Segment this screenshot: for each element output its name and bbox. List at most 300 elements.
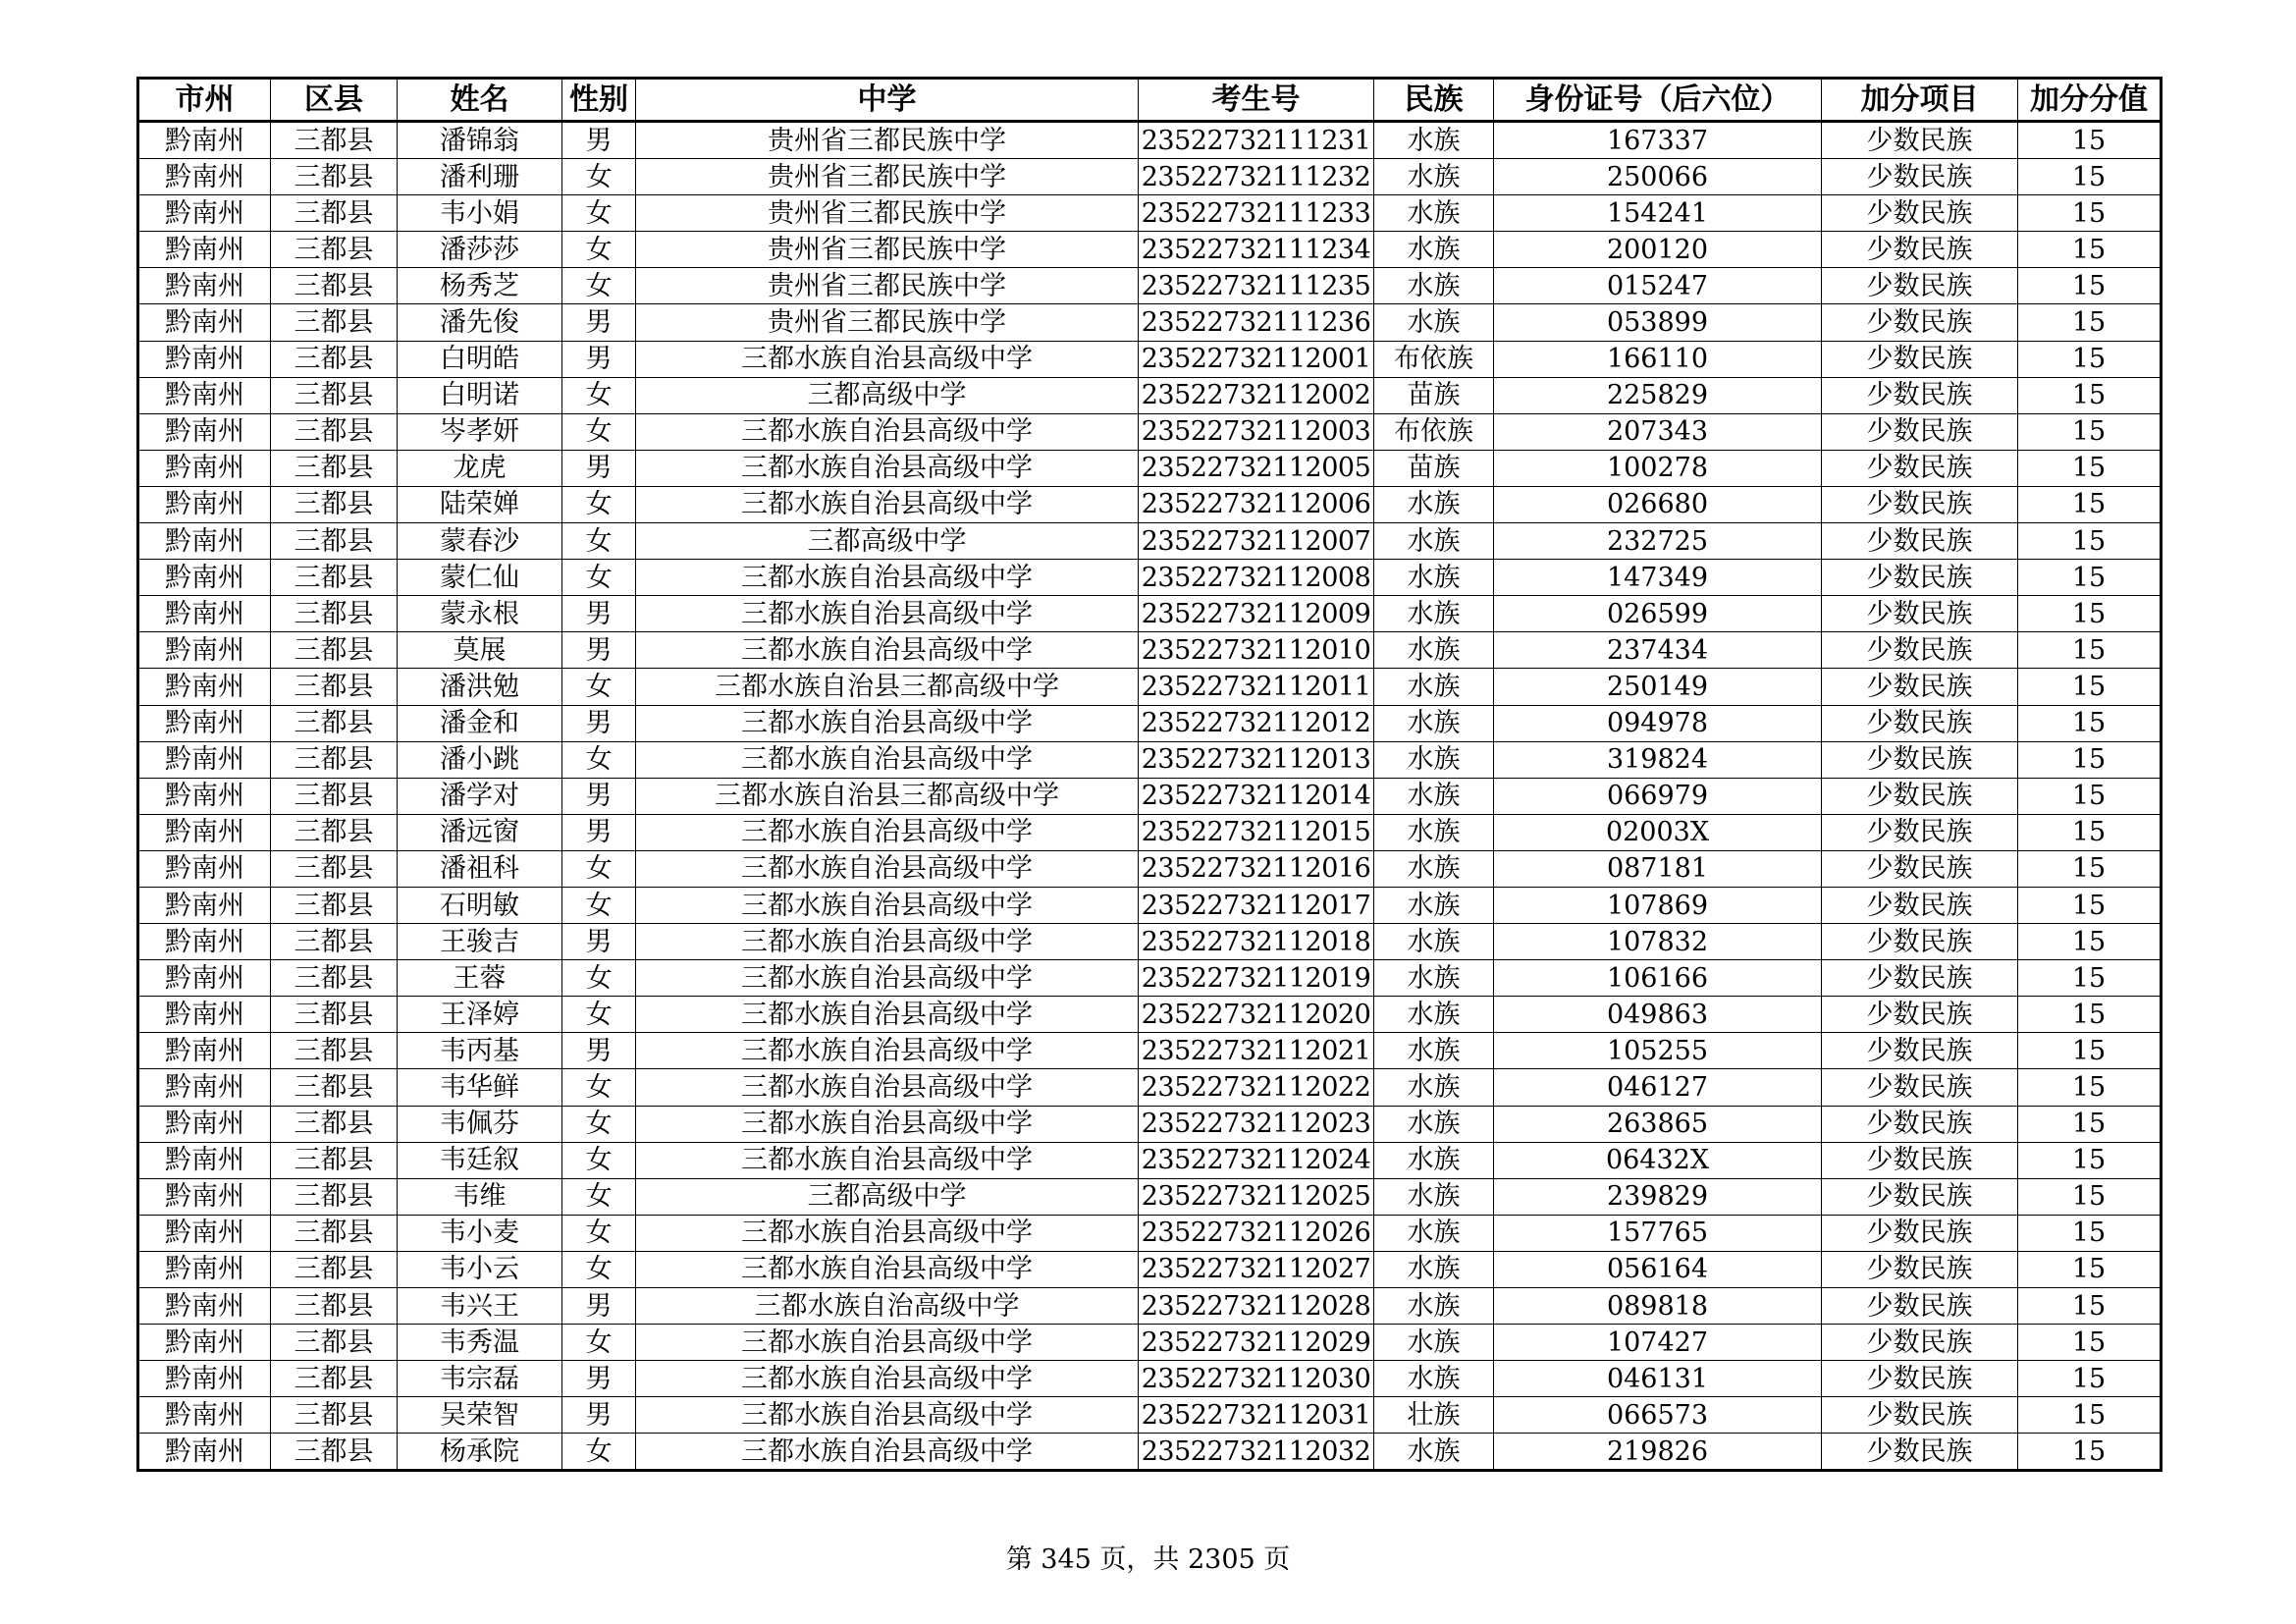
name-cell: 韦华鲜 [398, 1069, 562, 1106]
county-cell: 三都县 [271, 669, 398, 705]
name-cell: 潘学对 [398, 778, 562, 814]
county-cell: 三都县 [271, 924, 398, 960]
bonus-score-cell: 15 [2018, 195, 2162, 232]
bonus-item-cell: 少数民族 [1822, 1178, 2018, 1215]
exam-number-cell: 23522732112025 [1139, 1178, 1374, 1215]
exam-number-cell: 23522732112007 [1139, 523, 1374, 560]
bonus-score-cell: 15 [2018, 1251, 2162, 1287]
exam-number-cell: 23522732112010 [1139, 632, 1374, 669]
county-cell: 三都县 [271, 1288, 398, 1325]
county-cell: 三都县 [271, 377, 398, 413]
city-cell: 黔南州 [138, 1033, 271, 1069]
city-cell: 黔南州 [138, 1142, 271, 1178]
bonus-score-cell: 15 [2018, 159, 2162, 195]
name-cell: 潘利珊 [398, 159, 562, 195]
table-row [138, 523, 2162, 560]
exam-number-cell: 23522732112027 [1139, 1251, 1374, 1287]
name-cell: 陆荣婵 [398, 486, 562, 522]
name-cell: 蒙永根 [398, 596, 562, 632]
school-cell: 三都水族自治县高级中学 [636, 887, 1139, 923]
school-cell: 三都水族自治县高级中学 [636, 1106, 1139, 1142]
id-suffix-cell: 046131 [1494, 1361, 1822, 1397]
id-suffix-cell: 053899 [1494, 304, 1822, 341]
gender-cell: 女 [562, 850, 636, 887]
id-suffix-cell: 015247 [1494, 268, 1822, 304]
exam-number-cell: 23522732112002 [1139, 377, 1374, 413]
exam-number-cell: 23522732111232 [1139, 159, 1374, 195]
bonus-score-cell: 15 [2018, 341, 2162, 377]
bonus-item-cell: 少数民族 [1822, 814, 2018, 850]
id-suffix-cell: 106166 [1494, 960, 1822, 997]
table-row [138, 195, 2162, 232]
school-cell: 三都水族自治县高级中学 [636, 741, 1139, 778]
city-cell: 黔南州 [138, 632, 271, 669]
school-cell: 三都水族自治县高级中学 [636, 924, 1139, 960]
city-cell: 黔南州 [138, 159, 271, 195]
ethnicity-cell: 水族 [1374, 997, 1494, 1033]
bonus-item-cell: 少数民族 [1822, 850, 2018, 887]
gender-cell: 女 [562, 741, 636, 778]
county-cell: 三都县 [271, 232, 398, 268]
school-cell: 三都水族自治县高级中学 [636, 486, 1139, 522]
gender-cell: 女 [562, 997, 636, 1033]
table-body [138, 122, 2162, 1471]
table-row [138, 887, 2162, 923]
bonus-item-cell: 少数民族 [1822, 1361, 2018, 1397]
name-cell: 潘金和 [398, 705, 562, 741]
id-suffix-cell: 107832 [1494, 924, 1822, 960]
gender-cell: 男 [562, 814, 636, 850]
school-cell: 三都水族自治县高级中学 [636, 814, 1139, 850]
gender-cell: 男 [562, 122, 636, 159]
name-cell: 韦佩芬 [398, 1106, 562, 1142]
gender-cell: 女 [562, 960, 636, 997]
gender-cell: 男 [562, 778, 636, 814]
gender-cell: 女 [562, 1142, 636, 1178]
ethnicity-cell: 水族 [1374, 632, 1494, 669]
ethnicity-cell: 水族 [1374, 1033, 1494, 1069]
table-row [138, 705, 2162, 741]
ethnicity-cell: 水族 [1374, 268, 1494, 304]
county-cell: 三都县 [271, 450, 398, 486]
table-row [138, 1215, 2162, 1251]
city-cell: 黔南州 [138, 1361, 271, 1397]
exam-number-cell: 23522732111236 [1139, 304, 1374, 341]
id-suffix-cell: 094978 [1494, 705, 1822, 741]
bonus-score-cell: 15 [2018, 850, 2162, 887]
city-cell: 黔南州 [138, 997, 271, 1033]
table-row [138, 560, 2162, 596]
ethnicity-cell: 水族 [1374, 560, 1494, 596]
name-cell: 白明诺 [398, 377, 562, 413]
bonus-item-cell: 少数民族 [1822, 887, 2018, 923]
city-cell: 黔南州 [138, 1215, 271, 1251]
id-suffix-cell: 105255 [1494, 1033, 1822, 1069]
county-cell: 三都县 [271, 486, 398, 522]
exam-number-cell: 23522732112003 [1139, 413, 1374, 450]
ethnicity-cell: 布依族 [1374, 341, 1494, 377]
gender-cell: 女 [562, 1178, 636, 1215]
school-cell: 三都水族自治县高级中学 [636, 1142, 1139, 1178]
id-suffix-cell: 167337 [1494, 122, 1822, 159]
city-cell: 黔南州 [138, 122, 271, 159]
city-cell: 黔南州 [138, 669, 271, 705]
name-cell: 莫展 [398, 632, 562, 669]
exam-number-cell: 23522732112021 [1139, 1033, 1374, 1069]
exam-number-cell: 23522732112017 [1139, 887, 1374, 923]
exam-number-cell: 23522732112023 [1139, 1106, 1374, 1142]
bonus-score-cell: 15 [2018, 413, 2162, 450]
bonus-item-cell: 少数民族 [1822, 304, 2018, 341]
exam-number-cell: 23522732112026 [1139, 1215, 1374, 1251]
name-cell: 韦宗磊 [398, 1361, 562, 1397]
county-cell: 三都县 [271, 122, 398, 159]
school-cell: 三都水族自治县高级中学 [636, 1434, 1139, 1471]
school-cell: 贵州省三都民族中学 [636, 159, 1139, 195]
exam-number-cell: 23522732112029 [1139, 1325, 1374, 1361]
bonus-score-cell: 15 [2018, 1215, 2162, 1251]
bonus-item-cell: 少数民族 [1822, 1325, 2018, 1361]
bonus-item-cell: 少数民族 [1822, 122, 2018, 159]
exam-number-cell: 23522732112016 [1139, 850, 1374, 887]
exam-number-cell: 23522732111233 [1139, 195, 1374, 232]
name-cell: 王骏吉 [398, 924, 562, 960]
city-cell: 黔南州 [138, 341, 271, 377]
county-cell: 三都县 [271, 1215, 398, 1251]
id-suffix-cell: 250149 [1494, 669, 1822, 705]
table-row [138, 1178, 2162, 1215]
exam-number-cell: 23522732111231 [1139, 122, 1374, 159]
school-cell: 三都水族自治县高级中学 [636, 596, 1139, 632]
ethnicity-cell: 水族 [1374, 960, 1494, 997]
school-cell: 三都水族自治县高级中学 [636, 1325, 1139, 1361]
gender-cell: 男 [562, 705, 636, 741]
school-cell: 三都水族自治县高级中学 [636, 1215, 1139, 1251]
bonus-score-cell: 15 [2018, 1325, 2162, 1361]
school-cell: 贵州省三都民族中学 [636, 268, 1139, 304]
school-cell: 三都水族自治县三都高级中学 [636, 778, 1139, 814]
ethnicity-cell: 水族 [1374, 1251, 1494, 1287]
ethnicity-cell: 水族 [1374, 304, 1494, 341]
school-cell: 三都水族自治高级中学 [636, 1288, 1139, 1325]
county-cell: 三都县 [271, 560, 398, 596]
county-cell: 三都县 [271, 268, 398, 304]
exam-number-cell: 23522732112011 [1139, 669, 1374, 705]
table-row [138, 850, 2162, 887]
bonus-item-cell: 少数民族 [1822, 1434, 2018, 1471]
gender-cell: 女 [562, 523, 636, 560]
name-cell: 岑孝妍 [398, 413, 562, 450]
county-cell: 三都县 [271, 778, 398, 814]
bonus-item-cell: 少数民族 [1822, 1069, 2018, 1106]
table-row [138, 1434, 2162, 1471]
ethnicity-cell: 水族 [1374, 195, 1494, 232]
bonus-score-cell: 15 [2018, 268, 2162, 304]
ethnicity-cell: 水族 [1374, 159, 1494, 195]
ethnicity-cell: 水族 [1374, 1178, 1494, 1215]
ethnicity-cell: 水族 [1374, 1106, 1494, 1142]
table-row [138, 413, 2162, 450]
ethnicity-cell: 壮族 [1374, 1397, 1494, 1434]
gender-cell: 女 [562, 1106, 636, 1142]
school-cell: 贵州省三都民族中学 [636, 122, 1139, 159]
bonus-item-cell: 少数民族 [1822, 1142, 2018, 1178]
bonus-score-cell: 15 [2018, 669, 2162, 705]
table-row [138, 159, 2162, 195]
school-cell: 三都水族自治县高级中学 [636, 341, 1139, 377]
bonus-item-cell: 少数民族 [1822, 159, 2018, 195]
exam-number-cell: 23522732112009 [1139, 596, 1374, 632]
county-cell: 三都县 [271, 341, 398, 377]
bonus-score-cell: 15 [2018, 523, 2162, 560]
bonus-item-cell: 少数民族 [1822, 232, 2018, 268]
exam-number-cell: 23522732112020 [1139, 997, 1374, 1033]
name-cell: 韦维 [398, 1178, 562, 1215]
city-cell: 黔南州 [138, 1251, 271, 1287]
school-cell: 三都水族自治县高级中学 [636, 1251, 1139, 1287]
name-cell: 王蓉 [398, 960, 562, 997]
id-suffix-cell: 200120 [1494, 232, 1822, 268]
city-cell: 黔南州 [138, 960, 271, 997]
ethnicity-cell: 水族 [1374, 523, 1494, 560]
table-row [138, 669, 2162, 705]
ethnicity-cell: 水族 [1374, 669, 1494, 705]
exam-number-cell: 23522732112006 [1139, 486, 1374, 522]
bonus-score-cell: 15 [2018, 122, 2162, 159]
name-cell: 石明敏 [398, 887, 562, 923]
gender-cell: 女 [562, 486, 636, 522]
gender-cell: 女 [562, 1251, 636, 1287]
county-cell: 三都县 [271, 814, 398, 850]
id-suffix-cell: 056164 [1494, 1251, 1822, 1287]
name-cell: 潘洪勉 [398, 669, 562, 705]
name-cell: 韦秀温 [398, 1325, 562, 1361]
county-cell: 三都县 [271, 741, 398, 778]
table-row [138, 924, 2162, 960]
gender-cell: 女 [562, 1325, 636, 1361]
county-header: 区县 [271, 79, 398, 122]
exam-number-cell: 23522732112032 [1139, 1434, 1374, 1471]
bonus-score-cell: 15 [2018, 814, 2162, 850]
bonus-score-cell: 15 [2018, 232, 2162, 268]
school-cell: 三都水族自治县高级中学 [636, 413, 1139, 450]
name-cell: 潘莎莎 [398, 232, 562, 268]
school-cell: 三都水族自治县三都高级中学 [636, 669, 1139, 705]
county-cell: 三都县 [271, 1142, 398, 1178]
county-cell: 三都县 [271, 1434, 398, 1471]
bonus-points-table [136, 77, 2163, 1472]
school-cell: 贵州省三都民族中学 [636, 195, 1139, 232]
bonus-item-cell: 少数民族 [1822, 1106, 2018, 1142]
table-header-row [138, 79, 2162, 122]
id-suffix-cell: 02003X [1494, 814, 1822, 850]
gender-cell: 女 [562, 268, 636, 304]
bonus-item-header: 加分项目 [1822, 79, 2018, 122]
county-cell: 三都县 [271, 1325, 398, 1361]
gender-cell: 女 [562, 232, 636, 268]
gender-cell: 男 [562, 1361, 636, 1397]
school-cell: 贵州省三都民族中学 [636, 232, 1139, 268]
exam-number-cell: 23522732112001 [1139, 341, 1374, 377]
city-cell: 黔南州 [138, 596, 271, 632]
school-cell: 三都水族自治县高级中学 [636, 1069, 1139, 1106]
name-cell: 韦小云 [398, 1251, 562, 1287]
bonus-score-cell: 15 [2018, 560, 2162, 596]
name-cell: 韦小娟 [398, 195, 562, 232]
bonus-item-cell: 少数民族 [1822, 741, 2018, 778]
gender-header: 性别 [562, 79, 636, 122]
city-cell: 黔南州 [138, 413, 271, 450]
bonus-score-cell: 15 [2018, 377, 2162, 413]
table-row [138, 304, 2162, 341]
city-cell: 黔南州 [138, 1325, 271, 1361]
id-suffix-header: 身份证号（后六位） [1494, 79, 1822, 122]
name-cell: 杨承院 [398, 1434, 562, 1471]
bonus-score-cell: 15 [2018, 741, 2162, 778]
id-suffix-cell: 087181 [1494, 850, 1822, 887]
county-cell: 三都县 [271, 413, 398, 450]
exam-number-cell: 23522732112024 [1139, 1142, 1374, 1178]
bonus-score-cell: 15 [2018, 1397, 2162, 1434]
exam-number-cell: 23522732112015 [1139, 814, 1374, 850]
name-cell: 潘远窗 [398, 814, 562, 850]
name-cell: 潘锦翁 [398, 122, 562, 159]
id-suffix-cell: 147349 [1494, 560, 1822, 596]
name-cell: 龙虎 [398, 450, 562, 486]
id-suffix-cell: 250066 [1494, 159, 1822, 195]
city-header: 市州 [138, 79, 271, 122]
city-cell: 黔南州 [138, 560, 271, 596]
id-suffix-cell: 046127 [1494, 1069, 1822, 1106]
bonus-item-cell: 少数民族 [1822, 924, 2018, 960]
name-cell: 吴荣智 [398, 1397, 562, 1434]
table-row [138, 486, 2162, 522]
school-cell: 三都水族自治县高级中学 [636, 1033, 1139, 1069]
bonus-score-cell: 15 [2018, 924, 2162, 960]
table-row [138, 596, 2162, 632]
school-cell: 三都水族自治县高级中学 [636, 1397, 1139, 1434]
exam-number-cell: 23522732112012 [1139, 705, 1374, 741]
bonus-score-cell: 15 [2018, 887, 2162, 923]
table-row [138, 1288, 2162, 1325]
county-cell: 三都县 [271, 850, 398, 887]
id-suffix-cell: 166110 [1494, 341, 1822, 377]
county-cell: 三都县 [271, 997, 398, 1033]
city-cell: 黔南州 [138, 1178, 271, 1215]
exam-number-cell: 23522732112008 [1139, 560, 1374, 596]
table-row [138, 1325, 2162, 1361]
name-cell: 蒙春沙 [398, 523, 562, 560]
gender-cell: 男 [562, 1397, 636, 1434]
bonus-item-cell: 少数民族 [1822, 1251, 2018, 1287]
ethnicity-cell: 水族 [1374, 1142, 1494, 1178]
gender-cell: 女 [562, 1215, 636, 1251]
bonus-score-cell: 15 [2018, 1069, 2162, 1106]
table-row [138, 778, 2162, 814]
bonus-score-cell: 15 [2018, 1288, 2162, 1325]
id-suffix-cell: 207343 [1494, 413, 1822, 450]
name-cell: 韦廷叙 [398, 1142, 562, 1178]
id-suffix-cell: 026599 [1494, 596, 1822, 632]
county-cell: 三都县 [271, 887, 398, 923]
bonus-item-cell: 少数民族 [1822, 560, 2018, 596]
school-cell: 三都水族自治县高级中学 [636, 450, 1139, 486]
gender-cell: 女 [562, 887, 636, 923]
bonus-score-cell: 15 [2018, 960, 2162, 997]
gender-cell: 男 [562, 1033, 636, 1069]
name-cell: 潘小跳 [398, 741, 562, 778]
ethnicity-cell: 苗族 [1374, 450, 1494, 486]
city-cell: 黔南州 [138, 741, 271, 778]
school-cell: 贵州省三都民族中学 [636, 304, 1139, 341]
bonus-score-cell: 15 [2018, 1033, 2162, 1069]
bonus-item-cell: 少数民族 [1822, 997, 2018, 1033]
id-suffix-cell: 049863 [1494, 997, 1822, 1033]
ethnicity-cell: 水族 [1374, 596, 1494, 632]
id-suffix-cell: 066573 [1494, 1397, 1822, 1434]
bonus-score-cell: 15 [2018, 705, 2162, 741]
id-suffix-cell: 319824 [1494, 741, 1822, 778]
bonus-item-cell: 少数民族 [1822, 377, 2018, 413]
bonus-item-cell: 少数民族 [1822, 523, 2018, 560]
ethnicity-cell: 水族 [1374, 1434, 1494, 1471]
city-cell: 黔南州 [138, 1069, 271, 1106]
city-cell: 黔南州 [138, 268, 271, 304]
gender-cell: 女 [562, 195, 636, 232]
bonus-score-cell: 15 [2018, 1178, 2162, 1215]
bonus-item-cell: 少数民族 [1822, 669, 2018, 705]
gender-cell: 男 [562, 1288, 636, 1325]
bonus-item-cell: 少数民族 [1822, 450, 2018, 486]
table-row [138, 1142, 2162, 1178]
id-suffix-cell: 06432X [1494, 1142, 1822, 1178]
school-cell: 三都水族自治县高级中学 [636, 960, 1139, 997]
bonus-item-cell: 少数民族 [1822, 1215, 2018, 1251]
bonus-item-cell: 少数民族 [1822, 705, 2018, 741]
table-row [138, 450, 2162, 486]
bonus-score-cell: 15 [2018, 1434, 2162, 1471]
bonus-score-cell: 15 [2018, 778, 2162, 814]
ethnicity-cell: 水族 [1374, 1069, 1494, 1106]
gender-cell: 男 [562, 596, 636, 632]
ethnicity-cell: 水族 [1374, 1215, 1494, 1251]
county-cell: 三都县 [271, 596, 398, 632]
id-suffix-cell: 089818 [1494, 1288, 1822, 1325]
county-cell: 三都县 [271, 159, 398, 195]
id-suffix-cell: 219826 [1494, 1434, 1822, 1471]
school-cell: 三都水族自治县高级中学 [636, 632, 1139, 669]
table-row [138, 632, 2162, 669]
bonus-score-cell: 15 [2018, 1106, 2162, 1142]
gender-cell: 女 [562, 377, 636, 413]
id-suffix-cell: 107427 [1494, 1325, 1822, 1361]
name-header: 姓名 [398, 79, 562, 122]
id-suffix-cell: 026680 [1494, 486, 1822, 522]
school-cell: 三都水族自治县高级中学 [636, 850, 1139, 887]
id-suffix-cell: 237434 [1494, 632, 1822, 669]
name-cell: 白明皓 [398, 341, 562, 377]
county-cell: 三都县 [271, 1251, 398, 1287]
city-cell: 黔南州 [138, 814, 271, 850]
school-cell: 三都高级中学 [636, 1178, 1139, 1215]
city-cell: 黔南州 [138, 195, 271, 232]
exam-number-cell: 23522732112018 [1139, 924, 1374, 960]
gender-cell: 女 [562, 560, 636, 596]
table-row [138, 1069, 2162, 1106]
bonus-score-cell: 15 [2018, 1142, 2162, 1178]
exam-number-cell: 23522732112014 [1139, 778, 1374, 814]
ethnicity-header: 民族 [1374, 79, 1494, 122]
